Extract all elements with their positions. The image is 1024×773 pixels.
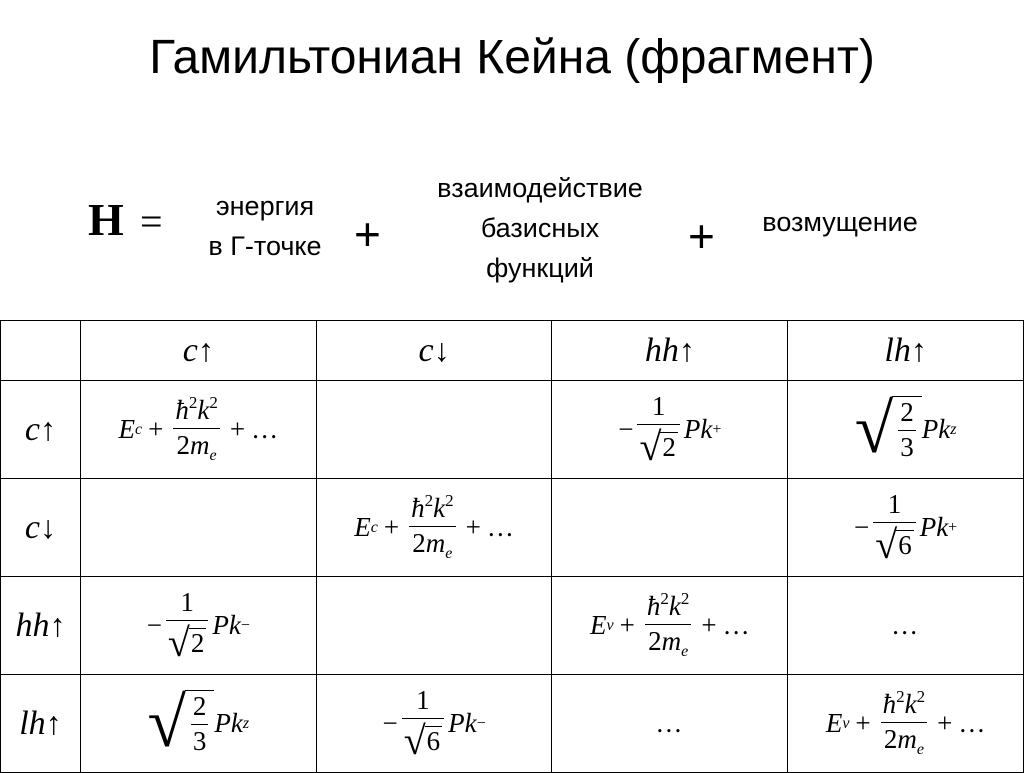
kane-P: P [212,610,229,640]
basis-label: c [418,331,434,369]
energy-subscript: v [606,616,614,634]
k-subscript: + [948,518,958,536]
mass-subscript: e [209,447,217,465]
kinetic-fraction [881,688,927,758]
sqrt-icon: √ [403,717,426,763]
hbar-symbol: ħ [882,689,897,720]
fraction-bar [645,624,691,625]
basis-label: lh [884,331,911,369]
radicand: 6 [426,725,441,756]
numerator: 1 [887,489,902,520]
k-symbol: k [904,689,917,720]
coupling-fraction [166,588,208,663]
spin-arrow: ↑ [49,606,66,643]
coupling-expr [382,686,485,761]
hbar-symbol: ħ [646,591,661,622]
numerator: 1 [651,391,666,422]
row-header [1,577,81,675]
energy-symbol: E [118,414,135,444]
kane-P: P [919,512,937,542]
sqrt-icon: √ [167,619,190,665]
matrix-cell [552,577,788,675]
k-symbol: k [700,414,713,444]
numerator: 2 [900,397,914,428]
k-symbol: k [938,414,951,444]
mass-subscript: e [681,643,689,661]
mass-symbol: m [897,724,917,755]
k-subscript: + [712,420,722,438]
plus-op: + [465,512,481,542]
energy-symbol: E [590,610,607,640]
matrix-cell [80,577,316,675]
mass-subscript: e [916,741,924,759]
kinetic-fraction [409,492,455,562]
sqrt-icon: √ [639,423,662,469]
coefficient: 2 [176,430,191,461]
matrix-cell [788,577,1024,675]
matrix-cell [80,479,316,577]
kane-P: P [921,414,939,444]
coupling-expr [618,392,721,467]
k-symbol: k [936,512,949,542]
radicand: 2 [662,431,676,462]
plus-op: + [937,708,953,738]
basis-label: hh [15,606,50,644]
diagonal-energy-expr [119,394,279,464]
kinetic-fraction [173,394,219,464]
exponent: 2 [209,393,218,413]
k-subscript: z [242,714,250,732]
hamiltonian-matrix [0,320,1024,773]
kane-P: P [683,414,701,444]
plus-op: + [383,512,400,542]
k-subscript: − [240,616,250,634]
header-row [1,321,1024,381]
mass-symbol: m [190,430,210,461]
row-header [1,381,81,479]
k-symbol: k [433,493,446,524]
k-symbol: k [230,708,243,738]
k-subscript: − [476,714,486,732]
plus-sign: + [354,208,381,260]
term-basis-interaction [400,168,680,288]
exponent: 2 [424,491,434,511]
exponent: 2 [660,589,669,609]
exponent: 2 [896,687,905,707]
energy-subscript: c [135,420,143,438]
col-header [552,321,788,381]
energy-symbol: E [825,708,843,738]
minus-sign: − [146,610,162,640]
ellipsis: … [891,610,921,640]
fraction-bar [191,724,209,725]
diagonal-energy-expr [826,688,986,758]
plus-op: + [619,610,635,640]
hbar-symbol: ħ [411,493,425,524]
fraction-bar [173,428,219,429]
coefficient: 2 [883,724,898,755]
matrix-row [1,577,1024,675]
basis-label: lh [19,704,46,742]
coupling-expr [147,588,250,663]
matrix-cell [80,675,316,773]
exponent: 2 [188,393,198,413]
col-header [788,321,1024,381]
coupling-expr [147,684,250,762]
matrix-cell [316,381,552,479]
plus-op: + [229,414,246,444]
diagonal-energy-expr [590,590,750,660]
plus-op: + [701,610,717,640]
matrix-cell [552,675,788,773]
spin-arrow: ↑ [910,331,927,368]
corner-cell [1,321,81,381]
mass-symbol: m [425,528,446,559]
plus-op: + [855,708,871,738]
ellipsis: … [251,414,279,444]
coupling-expr [854,490,957,565]
energy-subscript: c [370,518,378,536]
ellipsis: … [958,708,986,738]
row-header [1,675,81,773]
term-perturbation-text: возмущение [762,207,918,237]
diagonal-energy-expr [354,492,514,562]
radicand: 2 [190,627,205,658]
fraction-bar [898,430,916,431]
plus-sign: + [688,210,715,262]
matrix-row [1,675,1024,773]
plus-op: + [148,414,164,444]
numerator: 2 [192,691,207,722]
k-symbol: k [228,610,241,640]
matrix-row [1,381,1024,479]
spin-arrow: ↑ [40,410,56,447]
sqrt-icon: √ [147,684,186,762]
hbar-symbol: ħ [175,395,189,426]
basis-label: c [24,410,40,448]
k-subscript: z [950,420,957,438]
matrix-cell [552,381,788,479]
slide-title: Гамильтониан Кейна (фрагмент) [149,31,875,84]
col-header [80,321,316,381]
spin-arrow: ↓ [40,508,56,545]
equals-sign: = [140,199,163,244]
mass-symbol: m [661,626,682,657]
exponent: 2 [916,687,926,707]
k-symbol: k [197,395,210,426]
denominator: 3 [192,726,207,756]
coupling-fraction [402,686,444,761]
basis-label: c [182,331,198,369]
matrix-cell [80,381,316,479]
denominator: 3 [900,432,914,462]
spin-arrow: ↓ [433,331,450,368]
matrix-cell [316,577,552,675]
numerator: 1 [180,587,194,618]
minus-sign: − [618,414,634,444]
matrix-cell [788,479,1024,577]
sqrt-icon: √ [854,390,894,468]
kane-P: P [448,708,465,738]
fraction-bar [409,526,455,527]
term-basis-interaction-text: взаимодействие базисных функций [437,173,643,283]
radicand: 6 [898,529,912,560]
row-header [1,479,81,577]
k-symbol: k [464,708,477,738]
mass-subscript: e [445,545,453,563]
hamiltonian-symbol: H [88,194,124,245]
term-gamma-energy-text: энергия в Г-точке [208,191,322,261]
coupling-fraction [637,392,679,467]
exponent: 2 [445,491,454,511]
exponent: 2 [680,589,690,609]
matrix-cell [316,479,552,577]
numerator: 1 [416,685,430,716]
spin-arrow: ↑ [45,704,62,741]
kinetic-fraction [645,590,691,660]
matrix-cell [552,479,788,577]
basis-label: c [24,508,40,546]
minus-sign: − [382,708,398,738]
coupling-fraction [873,490,915,565]
spin-arrow: ↑ [678,331,695,368]
matrix-cell [788,675,1024,773]
col-header [316,321,552,381]
spin-arrow: ↑ [197,331,214,368]
term-gamma-energy [180,186,350,266]
ellipsis: … [722,610,750,640]
coefficient: 2 [648,626,662,657]
term-perturbation [730,202,950,242]
matrix-cell [316,675,552,773]
k-symbol: k [668,591,681,622]
energy-symbol: E [354,512,371,542]
basis-label: hh [644,331,679,369]
sqrt-icon: √ [875,521,898,567]
ellipsis: … [655,708,685,738]
energy-subscript: v [842,714,850,732]
fraction-bar [881,722,927,723]
ellipsis: … [486,512,514,542]
matrix-cell [788,381,1024,479]
matrix-row [1,479,1024,577]
kane-P: P [214,708,231,738]
minus-sign: − [854,512,870,542]
coupling-expr [854,390,957,468]
coefficient: 2 [412,528,426,559]
